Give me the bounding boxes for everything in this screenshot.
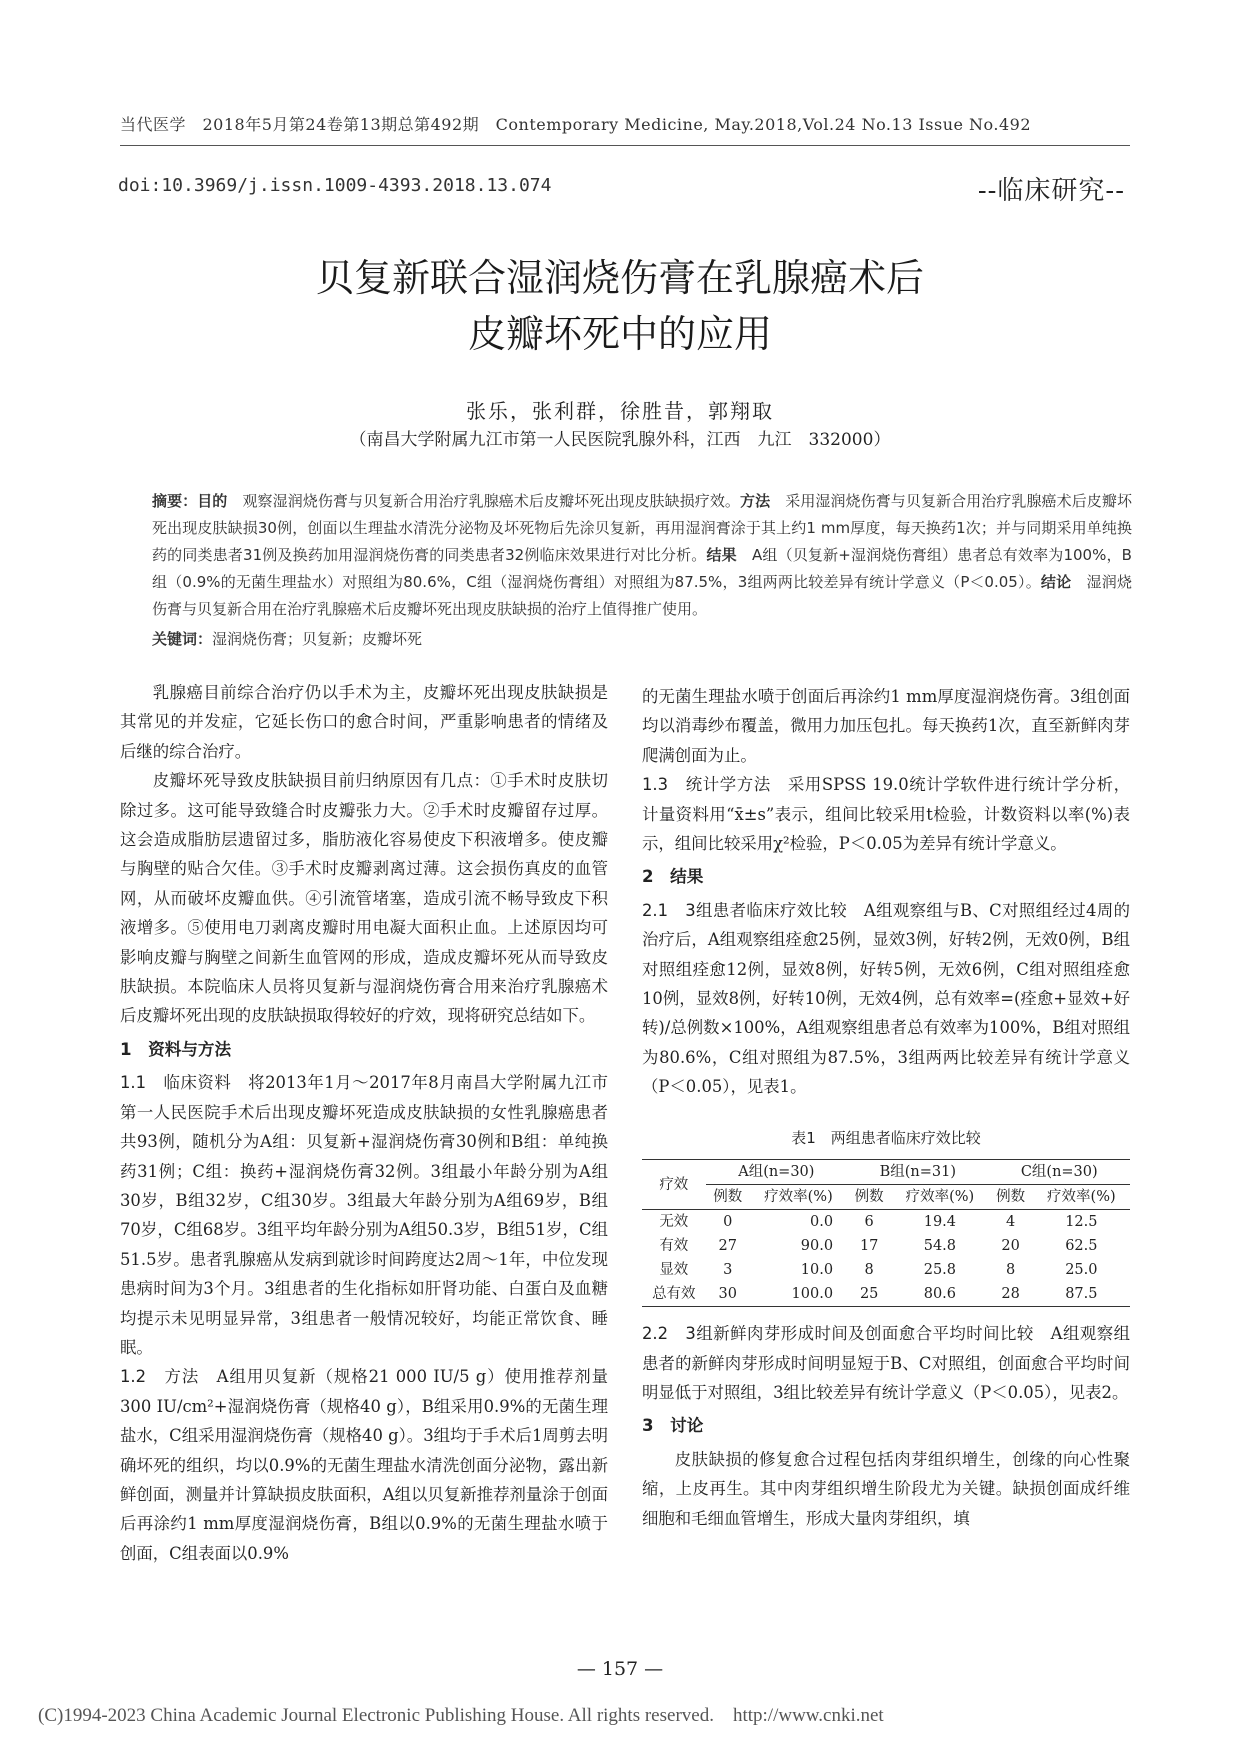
table-row	[642, 1282, 1130, 1307]
subheader-count: 例数	[989, 1185, 1033, 1210]
left-column	[120, 678, 608, 1568]
conclusion-label: 结论	[1040, 573, 1072, 591]
row-label: 有效	[659, 1238, 689, 1255]
authors: 张乐，张利群，徐胜昔，郭翔取	[466, 399, 774, 423]
section-1-2-label: 1.2 方法	[120, 1367, 200, 1387]
table-cell: 6	[864, 1214, 874, 1231]
title-line-1: 贝复新联合湿润烧伤膏在乳腺癌术后	[315, 256, 924, 300]
table-cell: 0.0	[810, 1214, 834, 1231]
keywords-label: 关键词：	[152, 630, 213, 648]
heading-methods: 1 资料与方法	[120, 1039, 232, 1059]
group-a-header: A组(n=30)	[706, 1160, 847, 1185]
table-cell: 87.5	[1033, 1282, 1130, 1307]
section-1-1-label: 1.1 临床资料	[120, 1073, 232, 1093]
subheader-rate: 疗效率(%)	[891, 1185, 988, 1210]
table-cell: 3	[723, 1262, 733, 1279]
table-cell: 30	[706, 1282, 750, 1307]
abstract	[152, 488, 1132, 623]
heading-discussion: 3 讨论	[642, 1416, 704, 1436]
efficacy-table	[642, 1159, 1130, 1307]
table-cell: 25.0	[1065, 1262, 1098, 1279]
result-text: A组（贝复新+湿润烧伤膏组）患者总有效率为100%，B组（0.9%的无菌生理盐水）对照组为80.6%，C组（湿润烧伤膏组）对照组为87.5%，3组两两比较差异有统计学意义（P＜0.05）。	[152, 546, 1132, 591]
section-1-2-text: A组用贝复新（规格21 000 IU/5 g）使用推荐剂量300 IU/cm²+湿润烧伤膏（规格40 g），B组采用0.9%的无菌生理盐水，C组采用湿润烧伤膏（规格40 g）。3组均于手术后1周剪去明确坏死的组织，均以0.9%的无菌生理盐水清洗创面分泌物，露出新鲜创面，测量并计算缺损皮肤面积，A组以贝复新推荐剂量涂于创面后再涂约1 mm厚度湿润烧伤膏，B组以0.9%的无菌生理盐水喷于创面，C组表面以0.9%	[120, 1367, 608, 1563]
table-cell: 90.0	[800, 1238, 834, 1255]
table-cell: 20	[1001, 1238, 1020, 1255]
subheader-count: 例数	[847, 1185, 891, 1210]
section-1-2	[120, 1362, 608, 1568]
section-1-1-text: 将2013年1月～2017年8月南昌大学附属九江市第一人民医院手术后出现皮瓣坏死造成皮肤缺损的女性乳腺癌患者共93例，随机分为A组：贝复新+湿润烧伤膏30例和B组：单纯换药31例；C组：换药+湿润烧伤膏32例。3组最小年龄分别为A组30岁，B组32岁，C组30岁。3组最大年龄分别为A组69岁，B组70岁，C组68岁。3组平均年龄分别为A组50.3岁，B组51岁，C组51.5岁。患者乳腺癌从发病到就诊时间跨度达2周～1年，中位发现患病时间为3个月。3组患者的生化指标如肝肾功能、白蛋白及血糖均提示未见明显异常，3组患者一般情况较好，均能正常饮食、睡眠。	[120, 1073, 608, 1357]
section-1-1	[120, 1068, 608, 1362]
table-cell: 8	[1005, 1262, 1016, 1279]
table-cell: 100.0	[750, 1282, 847, 1307]
row-label: 显效	[659, 1262, 689, 1279]
table-row	[642, 1234, 1130, 1258]
table-cell: 12.5	[1065, 1214, 1098, 1231]
conclusion-text: 湿润烧伤膏与贝复新合用在治疗乳腺癌术后皮瓣坏死出现皮肤缺损的治疗上值得推广使用。	[152, 573, 1132, 618]
table-cell: 17	[859, 1238, 879, 1255]
table-cell: 27	[718, 1238, 737, 1255]
section-2-2	[642, 1319, 1130, 1407]
table-corner-header: 疗效	[642, 1160, 706, 1210]
subheader-rate: 疗效率(%)	[1033, 1185, 1130, 1210]
section-label: --临床研究--	[977, 176, 1125, 206]
table-cell: 19.4	[923, 1214, 957, 1231]
section-1-3-label: 1.3 统计学方法	[642, 775, 771, 795]
method-text: 采用湿润烧伤膏与贝复新合用治疗乳腺癌术后皮瓣坏死出现皮肤缺损30例，创面以生理盐水清洗分泌物及坏死物后先涂贝复新，再用湿润膏涂于其上约1 mm厚度，每天换药1次；并与同期采用单纯换药的同类患者31例及换药加用湿润烧伤膏的同类患者32例临床效果进行对比分析。	[152, 492, 1132, 564]
objective-text: 观察湿润烧伤膏与贝复新合用治疗乳腺癌术后皮瓣坏死出现皮肤缺损疗效。	[227, 492, 741, 510]
subheader-rate: 疗效率(%)	[750, 1185, 847, 1210]
keywords	[152, 628, 1132, 649]
group-c-header: C组(n=30)	[989, 1160, 1131, 1185]
keywords-text: 湿润烧伤膏；贝复新；皮瓣坏死	[212, 630, 423, 648]
doi: doi:10.3969/j.issn.1009-4393.2018.13.074	[118, 175, 552, 196]
subheader-count: 例数	[706, 1185, 750, 1210]
row-label: 无效	[659, 1214, 689, 1231]
row-label: 总有效	[642, 1282, 706, 1307]
table-cell: 4	[1005, 1214, 1016, 1231]
right-column	[642, 682, 1130, 1533]
heading-results: 2 结果	[642, 867, 704, 887]
article-title	[0, 250, 1240, 362]
table-cell: 8	[864, 1262, 874, 1279]
title-line-2: 皮瓣坏死中的应用	[467, 312, 772, 356]
section-2-1-label: 2.1 3组患者临床疗效比较	[642, 900, 848, 920]
section-2-2-label: 2.2 3组新鲜肉芽形成时间及创面愈合平均时间比较	[642, 1324, 1034, 1344]
affiliation: （南昌大学附属九江市第一人民医院乳腺外科，江西 九江 332000）	[349, 430, 891, 450]
section-1-3	[642, 770, 1130, 858]
table-cell: 54.8	[923, 1238, 957, 1255]
result-label: 结果	[706, 546, 737, 564]
section-2-2-text: A组观察组患者的新鲜肉芽形成时间明显短于B、C对照组，创面愈合平均时间明显低于对照组，3组比较差异有统计学意义（P＜0.05），见表2。	[642, 1324, 1130, 1402]
group-b-header: B组(n=31)	[847, 1160, 988, 1185]
abstract-label: 摘要：	[152, 492, 198, 510]
section-2-1	[642, 896, 1130, 1102]
page-number: — 157 —	[576, 1658, 664, 1680]
table-cell: 28	[989, 1282, 1033, 1307]
table-cell: 25.8	[923, 1262, 957, 1279]
intro-paragraph-1: 乳腺癌目前综合治疗仍以手术为主，皮瓣坏死出现皮肤缺损是其常见的并发症，它延长伤口的愈合时间，严重影响患者的情绪及后继的综合治疗。	[120, 683, 608, 761]
discussion-paragraph: 皮肤缺损的修复愈合过程包括肉芽组织增生，创缘的向心性聚缩，上皮再生。其中肉芽组织增生阶段尤为关键。缺损创面成纤维细胞和毛细血管增生，形成大量肉芽组织，填	[642, 1449, 1130, 1528]
table-cell: 62.5	[1065, 1238, 1098, 1255]
journal-header: 当代医学 2018年5月第24卷第13期总第492期 Contemporary Medicine, May.2018,Vol.24 No.13 Issue No.492	[120, 112, 1130, 146]
copyright-footer: (C)1994-2023 China Academic Journal Electronic Publishing House. All rights reserved. http://www.cnki.net	[38, 1705, 884, 1726]
table-caption: 表1 两组患者临床疗效比较	[791, 1128, 981, 1147]
section-1-3-text: 采用SPSS 19.0统计学软件进行统计学分析，计量资料用“x̄±s”表示，组间比较采用t检验，计数资料以率(%)表示，组间比较采用χ²检验，P＜0.05为差异有统计学意义。	[642, 775, 1130, 854]
table-row	[642, 1210, 1130, 1235]
method-label: 方法	[740, 492, 771, 510]
table-cell: 25	[847, 1282, 891, 1307]
methods-continued: 的无菌生理盐水喷于创面后再涂约1 mm厚度湿润烧伤膏。3组创面均以消毒纱布覆盖，微用力加压包扎。每天换药1次，直至新鲜肉芽爬满创面为止。	[642, 687, 1130, 765]
objective-label: 目的	[197, 492, 228, 510]
table-cell: 80.6	[891, 1282, 988, 1307]
table-row	[642, 1258, 1130, 1282]
table-cell: 10.0	[800, 1262, 834, 1279]
table-cell: 0	[723, 1214, 733, 1231]
section-2-1-text: A组观察组与B、C对照组经过4周的治疗后，A组观察组痊愈25例，显效3例，好转2例，无效0例，B组对照组痊愈12例，显效8例，好转5例，无效6例，C组对照组痊愈10例，显效8例，好转10例，无效4例，总有效率=(痊愈+显效+好转)/总例数×100%，A组观察组患者总有效率为100%，B组对照组为80.6%，C组对照组为87.5%，3组两两比较差异有统计学意义（P＜0.05），见表1。	[642, 900, 1130, 1097]
intro-paragraph-2: 皮瓣坏死导致皮肤缺损目前归纳原因有几点：①手术时皮肤切除过多。这可能导致缝合时皮瓣张力大。②手术时皮瓣留存过厚。这会造成脂肪层遗留过多，脂肪液化容易使皮下积液增多。使皮瓣与胸壁的贴合欠佳。③手术时皮瓣剥离过薄。这会损伤真皮的血管网，从而破坏皮瓣血供。④引流管堵塞，造成引流不畅导致皮下积液增多。⑤使用电刀剥离皮瓣时用电凝大面积止血。上述原因均可影响皮瓣与胸壁之间新生血管网的形成，造成皮瓣坏死从而导致皮肤缺损。本院临床人员将贝复新与湿润烧伤膏合用来治疗乳腺癌术后皮瓣坏死出现的皮肤缺损取得较好的疗效，现将研究总结如下。	[120, 771, 608, 1026]
